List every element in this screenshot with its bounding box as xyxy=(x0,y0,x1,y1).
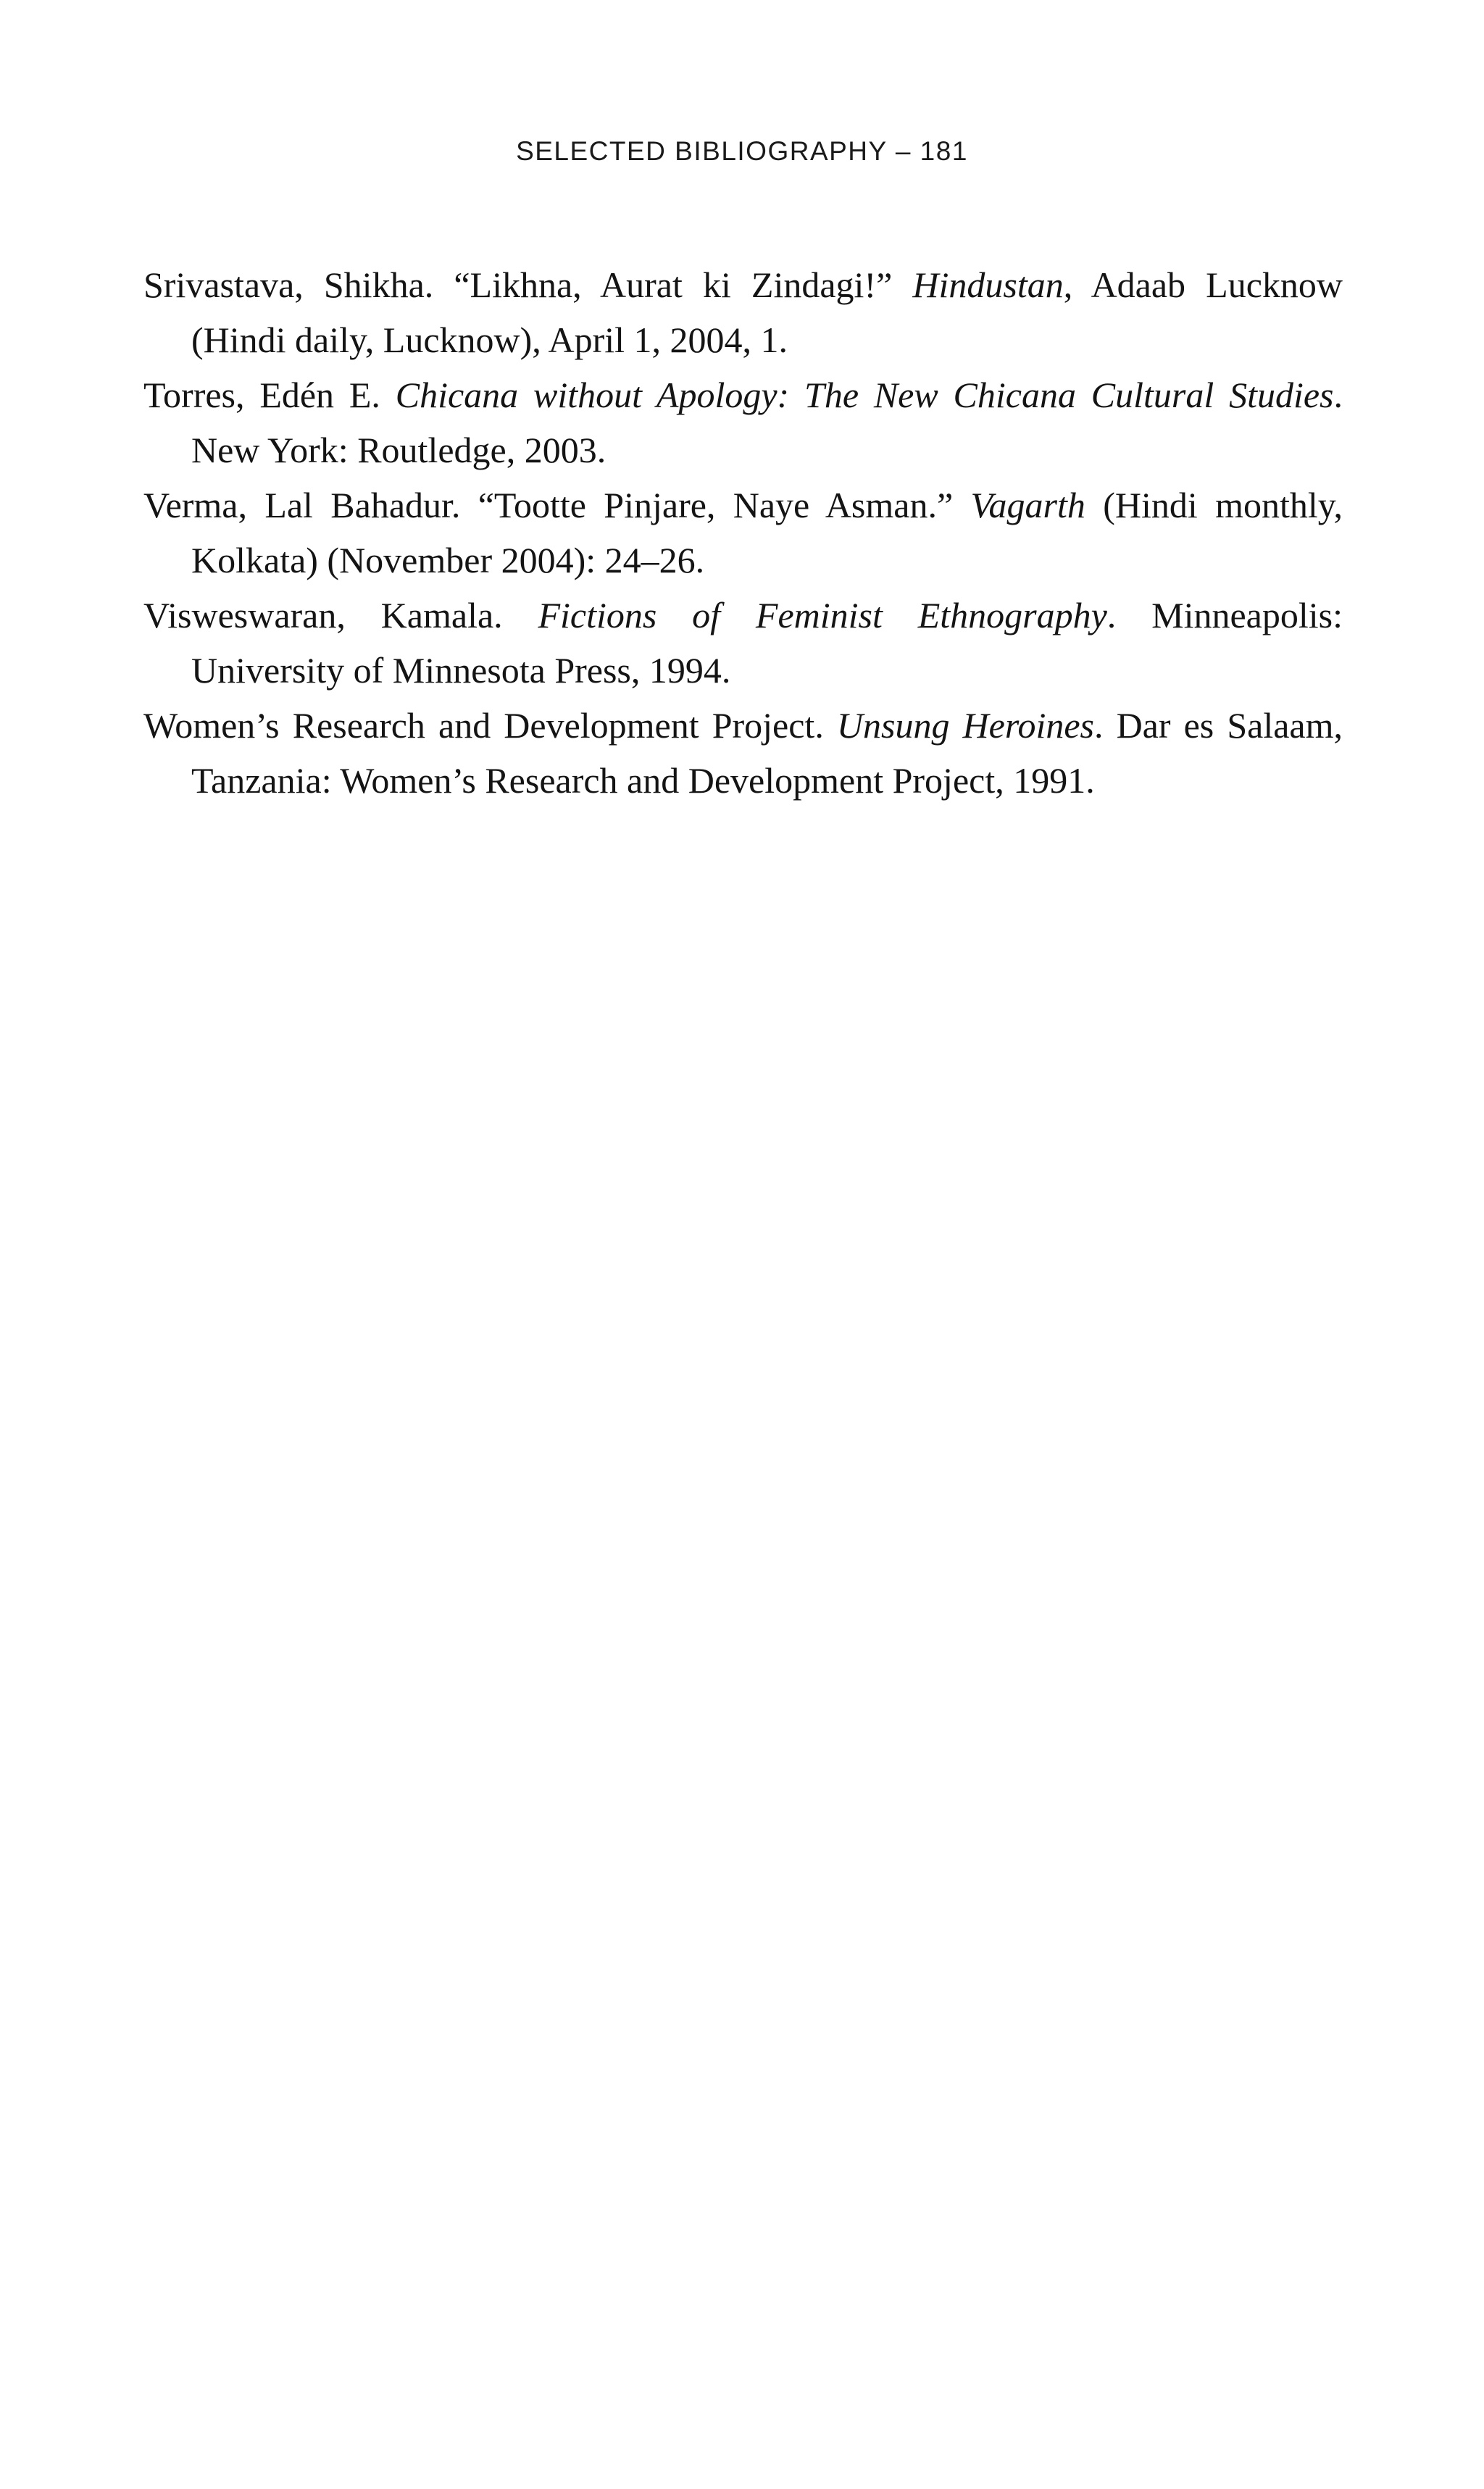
entry-publication-text: . Minneapolis: University of Minnesota Press, 1994. xyxy=(191,595,1343,691)
bibliography-entry xyxy=(143,367,1343,478)
entry-publication-text: (Hindi monthly, Kolkata) (November 2004): 24–26. xyxy=(191,485,1343,580)
bibliography-entry xyxy=(143,588,1343,698)
entry-author-text: Verma, Lal Bahadur. “Tootte Pinjare, Naye Asman.” xyxy=(143,485,971,525)
bibliography-list xyxy=(143,257,1343,808)
entry-publication-text: , Adaab Lucknow (Hindi daily, Lucknow), April 1, 2004, 1. xyxy=(191,264,1343,360)
bibliography-entry xyxy=(143,257,1343,367)
entry-author-text: Torres, Edén E. xyxy=(143,375,396,415)
entry-author-text: Visweswaran, Kamala. xyxy=(143,595,538,635)
entry-publication-text: . Dar es Salaam, Tanzania: Women’s Research and Development Project, 1991. xyxy=(191,705,1343,801)
entry-title: Unsung Heroines xyxy=(836,705,1094,746)
entry-title: Fictions of Feminist Ethnography xyxy=(538,595,1107,635)
entry-publication-text: . New York: Routledge, 2003. xyxy=(191,375,1343,470)
entry-author-text: Srivastava, Shikha. “Likhna, Aurat ki Zindagi!” xyxy=(143,264,913,305)
bibliography-entry xyxy=(143,478,1343,588)
entry-title: Chicana without Apology: The New Chicana Cultural Studies xyxy=(395,375,1334,415)
running-head: SELECTED BIBLIOGRAPHY – 181 xyxy=(516,136,968,166)
bibliography-entry xyxy=(143,698,1343,808)
entry-title: Hindustan xyxy=(912,264,1064,305)
entry-author-text: Women’s Research and Development Project. xyxy=(143,705,837,746)
entry-title: Vagarth xyxy=(970,485,1085,525)
